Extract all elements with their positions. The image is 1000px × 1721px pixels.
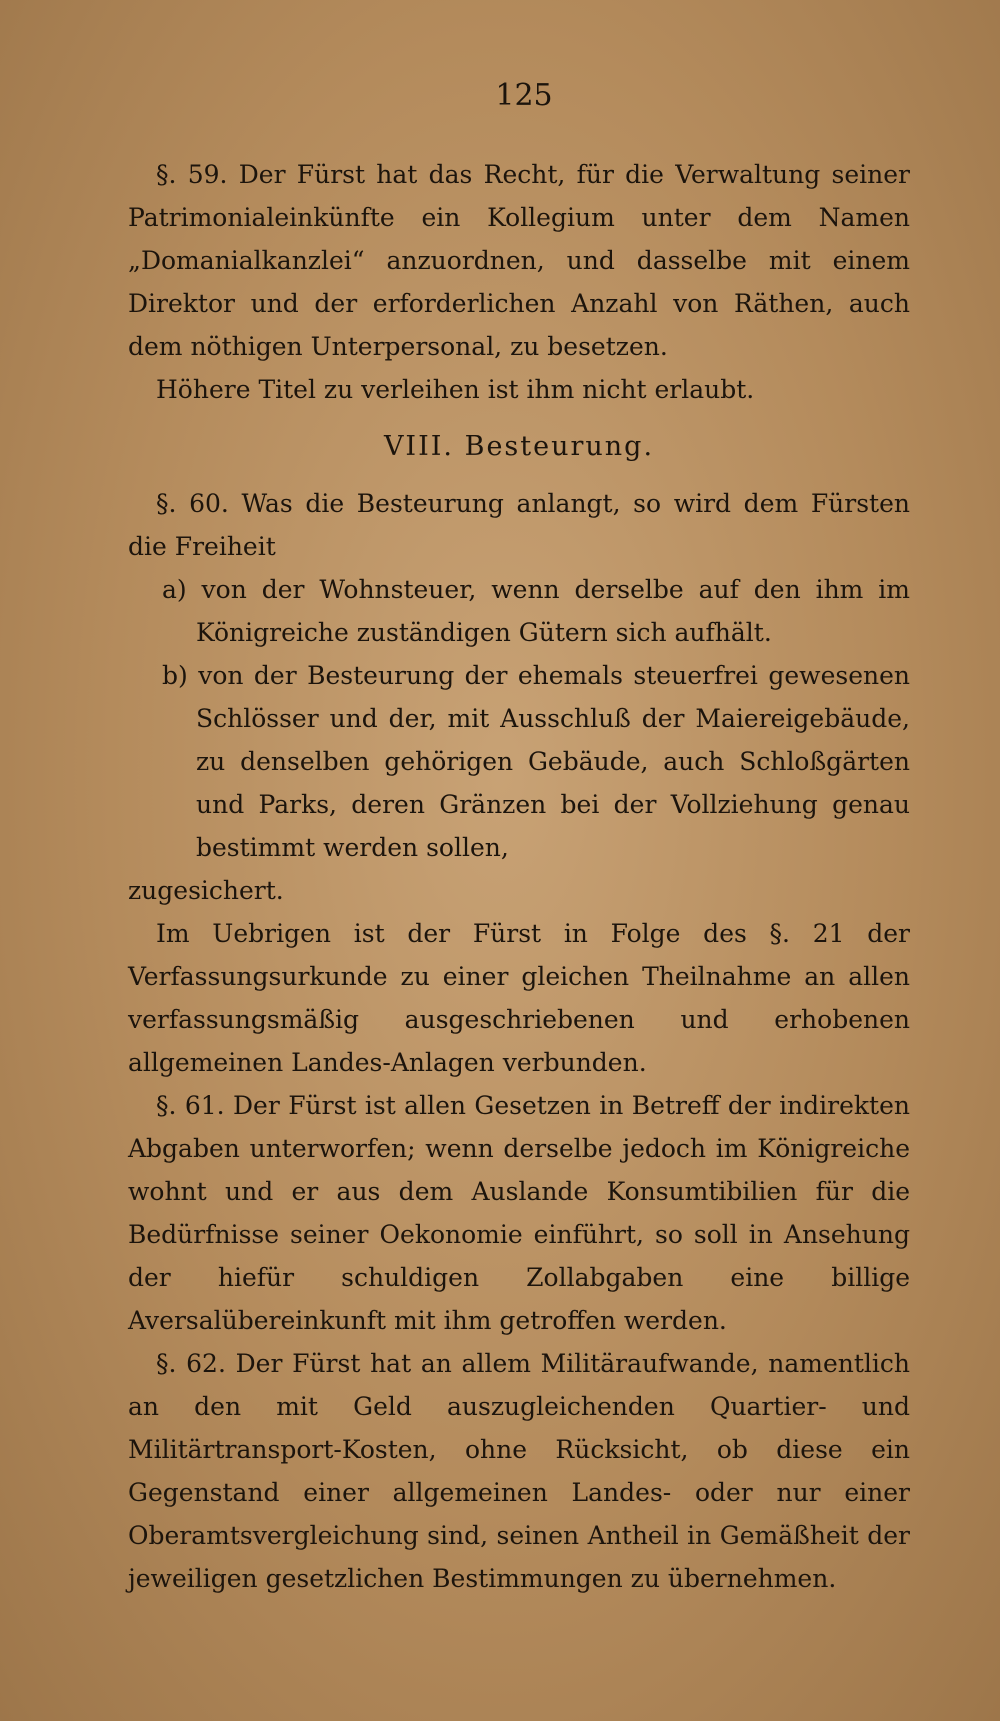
paragraph-62: §. 62. Der Fürst hat an allem Militäraufwande, namentlich an den mit Geld auszugleichenden Quartier- und Militärtransport-Kosten, ohne Rücksicht, ob diese ein Gegenstand einer allgemeinen Landes- oder nur einer Oberamtsvergleichung sind, seinen Antheil in Gemäßheit der jeweiligen gesetzlichen Bestimmungen zu übernehmen.	[128, 1349, 910, 1593]
paragraph-titles: Höhere Titel zu verleihen ist ihm nicht erlaubt.	[156, 375, 755, 404]
paragraph-60-intro: §. 60. Was die Besteurung anlangt, so wird dem Fürsten die Freiheit	[128, 489, 910, 561]
paragraph-remaining: Im Uebrigen ist der Fürst in Folge des §. 21 der Verfassungsurkunde zu einer gleichen Theilnahme an allen verfassungsmäßig ausgeschriebenen und erhobenen allgemeinen Landes-Anlagen verbunden.	[128, 919, 910, 1077]
list-item-b: b) von der Besteurung der ehemals steuerfrei gewesenen Schlösser und der, mit Ausschluß der Maiereigebäude, zu denselben gehörigen Gebäude, auch Schloßgärten und Parks, deren Gränzen bei der Vollziehung genau bestimmt werden sollen,	[162, 661, 910, 862]
paragraph-61: §. 61. Der Fürst ist allen Gesetzen in Betreff der indirekten Abgaben unterworfen; wenn derselbe jedoch im Königreiche wohnt und er aus dem Auslande Konsumtibilien für die Bedürfnisse seiner Oekonomie einführt, so soll in Ansehung der hiefür schuldigen Zollabgaben eine billige Aversalübereinkunft mit ihm getroffen werden.	[128, 1091, 910, 1335]
paragraph-59: §. 59. Der Fürst hat das Recht, für die Verwaltung seiner Patrimonialeinkünfte ein Kollegium unter dem Namen „Domanialkanzlei“ anzuordnen, und dasselbe mit einem Direktor und der erforderlichen Anzahl von Räthen, auch dem nöthigen Unterpersonal, zu besetzen.	[128, 160, 910, 361]
paragraph-60-end: zugesichert.	[128, 876, 284, 905]
list-item-a: a) von der Wohnsteuer, wenn derselbe auf den ihm im Königreiche zuständigen Gütern sich aufhält.	[162, 575, 910, 647]
page-number: 125	[495, 78, 553, 113]
section-heading: VIII. Besteurung.	[383, 431, 655, 462]
